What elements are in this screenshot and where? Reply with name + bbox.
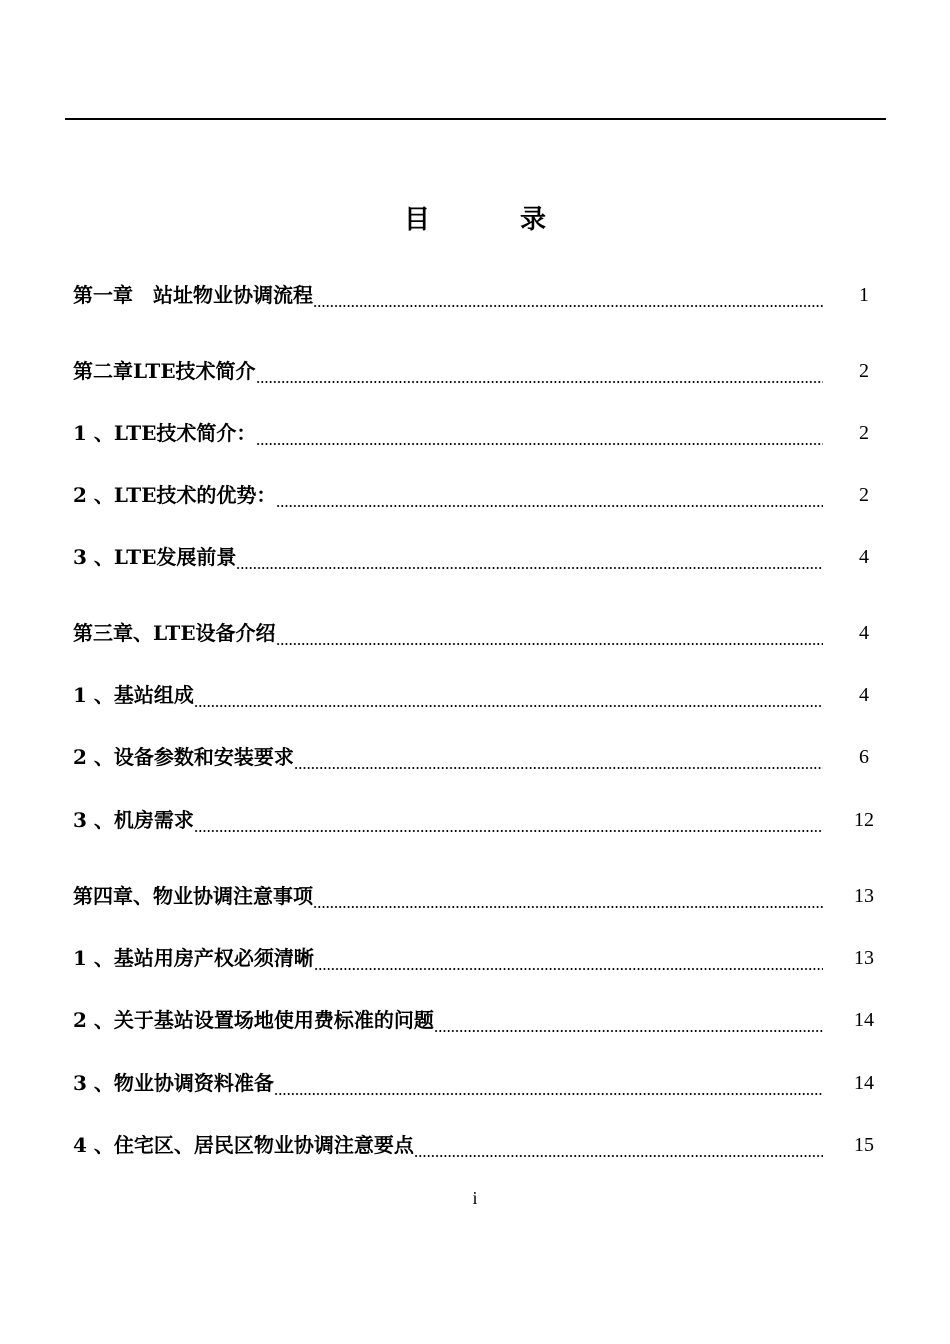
dot-leader [314,941,823,975]
header-rule [65,118,886,120]
dot-leader [194,678,823,712]
toc-entry-page: 4 [859,684,869,706]
toc-entry-text: 第三章、LTE设备介绍 [73,621,276,645]
toc-entry-page: 2 [859,360,869,382]
toc-entry-text: 第一章 站址物业协调流程 [73,283,313,307]
toc-entry-text: 1 、LTE技术简介： [73,421,257,445]
toc-entry[interactable] [73,540,879,574]
toc-entry-page: 14 [854,1072,874,1094]
toc-entry[interactable] [73,416,879,450]
toc-entry[interactable] [73,1003,879,1037]
toc-entry[interactable] [73,278,879,312]
toc-entry-text: 1 、基站用房产权必须清晰 [73,946,314,970]
toc-entry[interactable] [73,478,879,512]
dot-leader [274,1066,823,1100]
toc-entry-text: 3 、LTE发展前景 [73,545,237,569]
toc-entry-text: 2 、LTE技术的优势： [73,483,277,507]
toc-entry-page: 2 [859,422,869,444]
toc-entry[interactable] [73,803,879,837]
toc-entry-page: 1 [859,284,869,306]
toc-title: 目 录 [403,205,578,235]
toc-entry[interactable] [73,740,879,774]
toc-entry-page: 15 [854,1134,874,1156]
toc-entry-text: 2 、关于基站设置场地使用费标准的问题 [73,1008,434,1032]
toc-entry-page: 14 [854,1009,874,1031]
dot-leader [194,803,823,837]
toc-entry[interactable] [73,941,879,975]
dot-leader [256,416,823,450]
toc-entry-text: 第二章LTE技术简介 [73,359,256,383]
toc-entry[interactable] [73,354,879,388]
toc-entry[interactable] [73,1066,879,1100]
toc-entry[interactable] [73,879,879,913]
dot-leader [414,1128,823,1162]
toc-entry-page: 4 [859,622,869,644]
toc-entry-page: 13 [854,947,874,969]
toc-entry-page: 2 [859,484,869,506]
toc-entry-page: 12 [854,809,874,831]
toc-entry-page: 4 [859,546,869,568]
toc-entry-text: 4 、住宅区、居民区物业协调注意要点 [73,1133,414,1157]
toc-entry[interactable] [73,1128,879,1162]
toc-entry-text: 1 、基站组成 [73,683,194,707]
toc-entry[interactable] [73,678,879,712]
dot-leader [313,278,823,312]
toc-entry-text: 第四章、物业协调注意事项 [73,884,313,908]
toc-entry-text: 3 、物业协调资料准备 [73,1071,274,1095]
dot-leader [294,740,823,774]
page-number: i [472,1188,478,1208]
dot-leader [276,478,823,512]
dot-leader [256,354,823,388]
toc-entry-text: 2 、设备参数和安装要求 [73,745,294,769]
dot-leader [276,616,823,650]
toc-entry[interactable] [73,616,879,650]
dot-leader [434,1003,823,1037]
toc-entry-page: 6 [859,746,869,768]
toc-entry-page: 13 [854,885,874,907]
toc-entry-text: 3 、机房需求 [73,808,194,832]
dot-leader [313,879,823,913]
dot-leader [236,540,823,574]
